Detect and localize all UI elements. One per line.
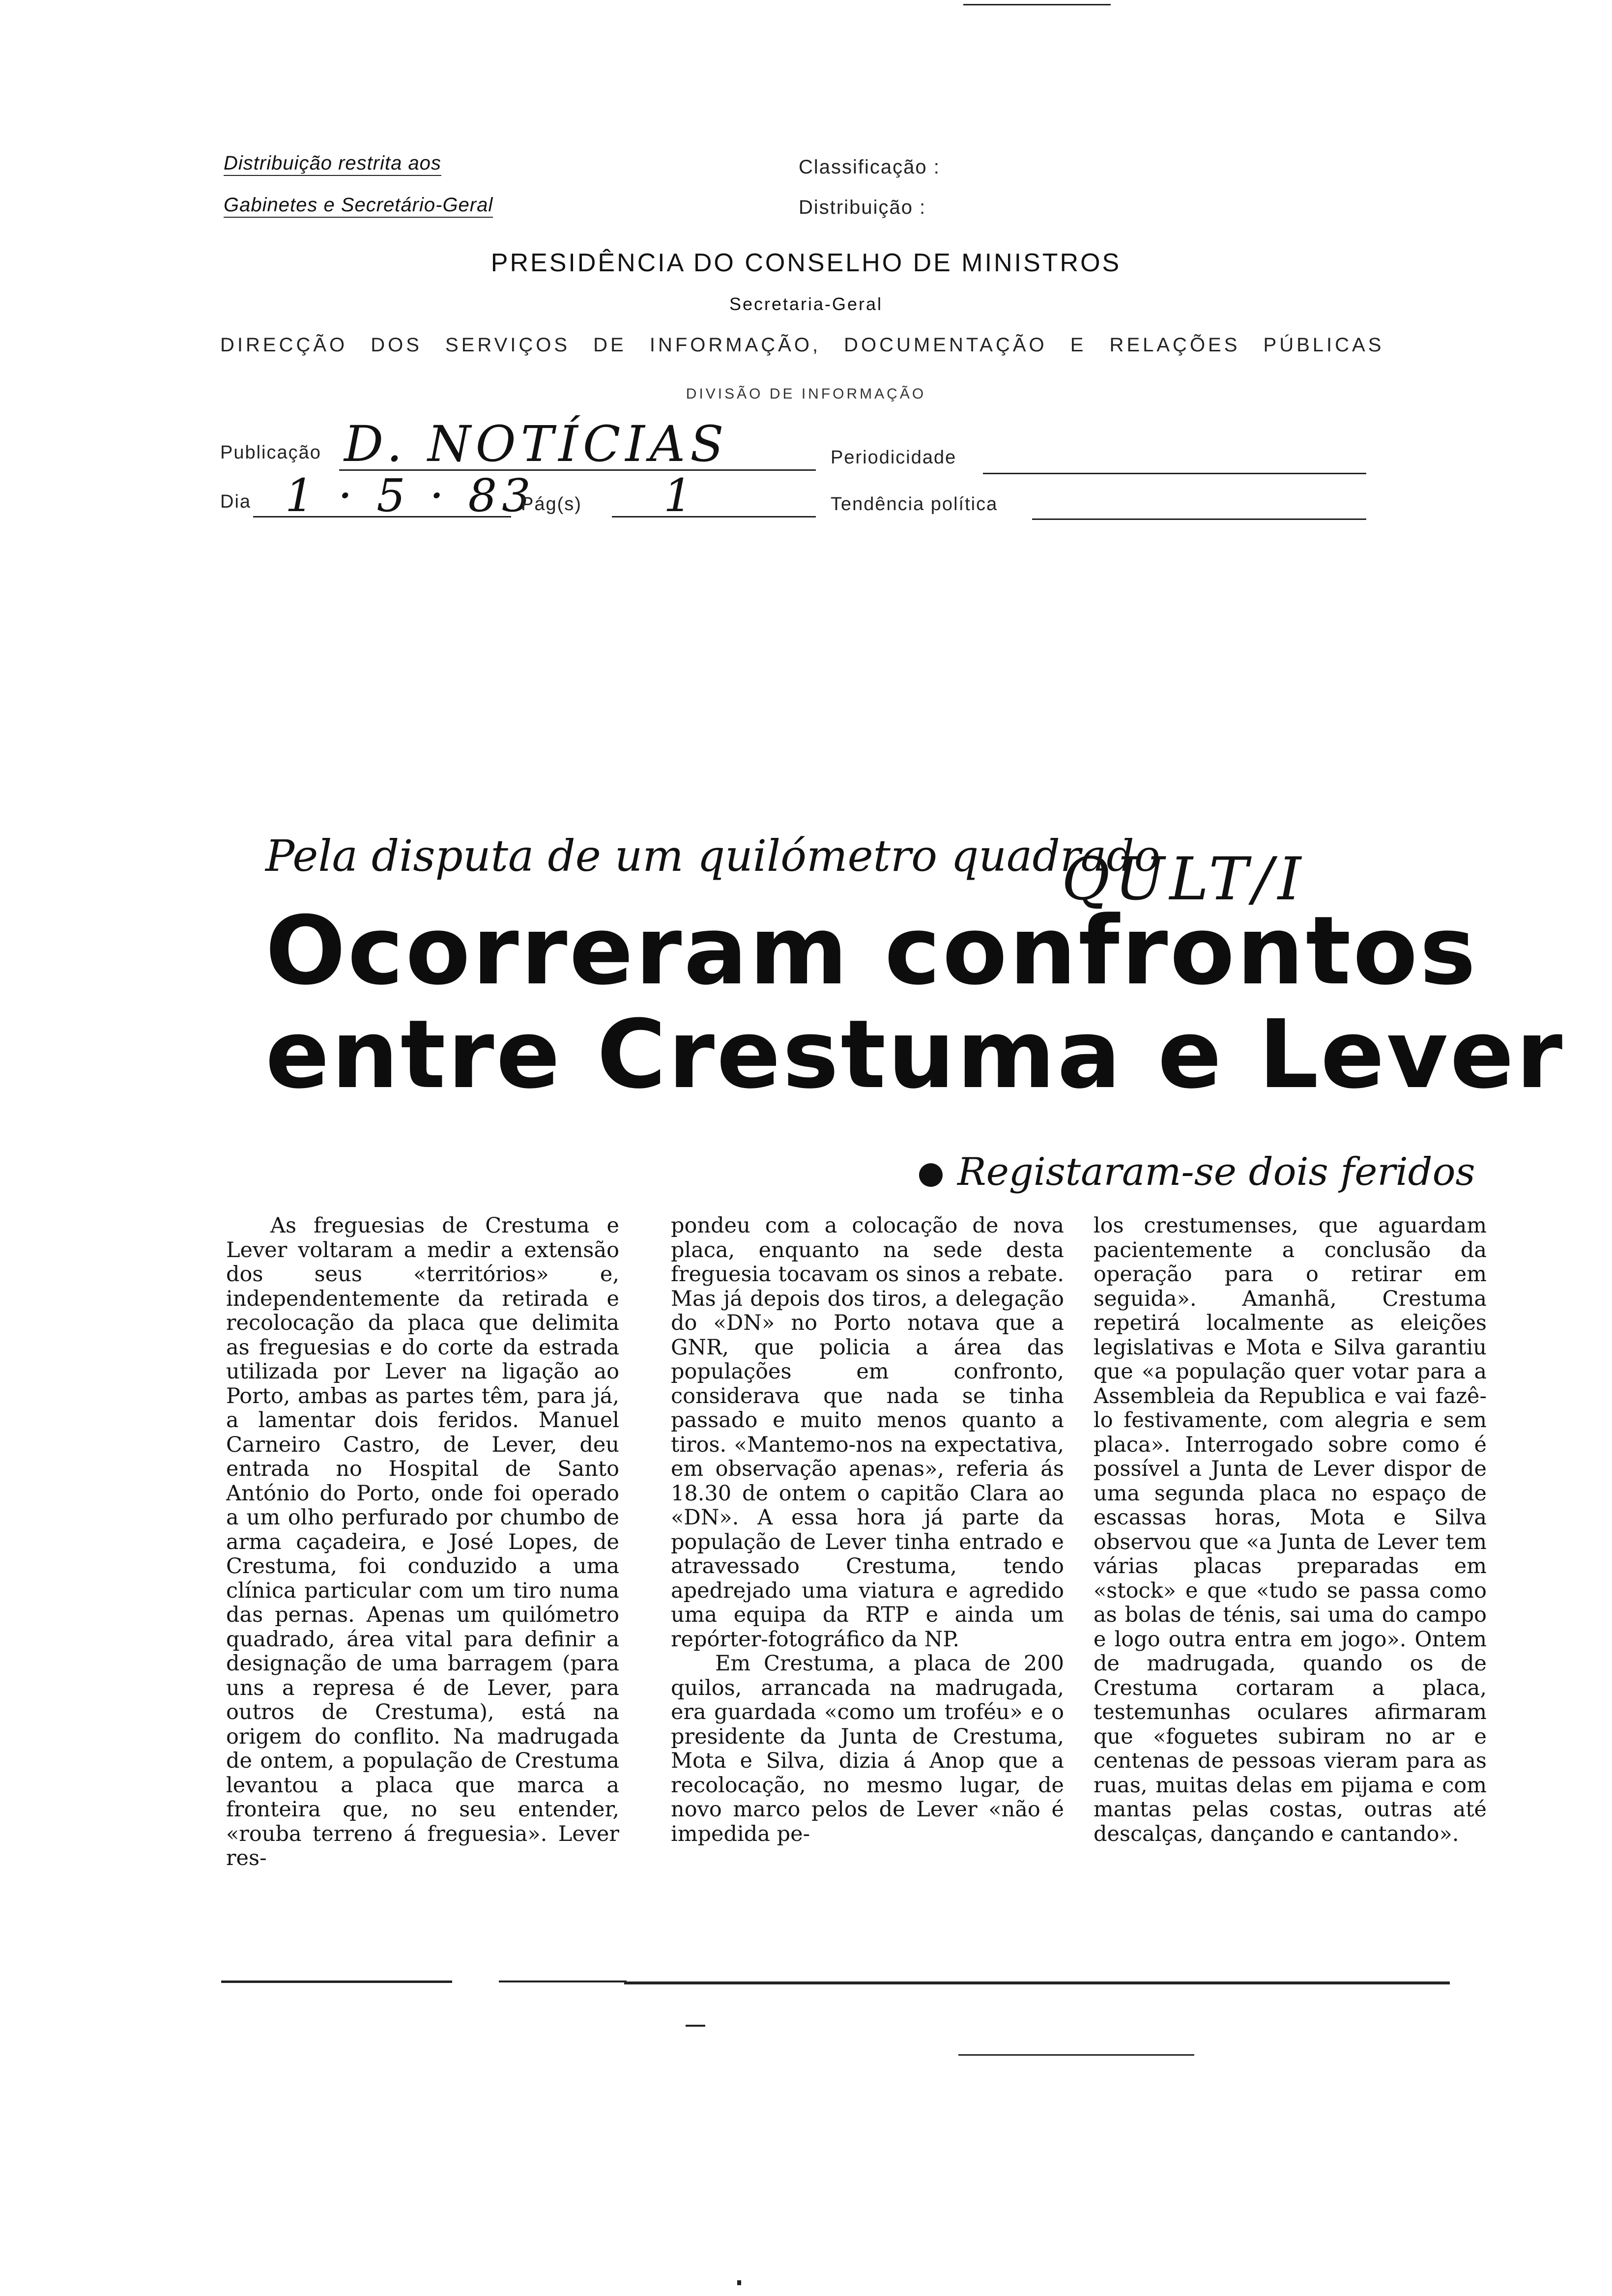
bottom-rule-3: [624, 1981, 1450, 1984]
classification-label: Classificação :: [799, 156, 940, 178]
restricted-distribution-line1: Distribuição restrita aos: [224, 152, 441, 174]
scan-speck-bottom: [737, 2280, 741, 2285]
article-column-3: [1094, 1214, 1487, 1971]
column-2-paragraph-1: pondeu com a colocação de nova placa, enquanto na sede desta freguesia tocavam os sinos a rebate. Mas já depois dos tiros, a delegação do «DN» no Porto notava que a GNR, que policia a área das populações em confronto, considerava que nada se tinha passado e muito menos quanto a tiros. «Mantemo-nos na expectativa, em observação apenas», referia ás 18.30 de ontem o capitão Clara ao «DN». A essa hora já parte da população de Lever tinha entrado e atravessado Crestuma, tendo apedrejado uma viatura e agredido uma equipa da RTP e ainda um repórter-fotográfico da NP.: [671, 1214, 1064, 1652]
scan-line-top: [963, 4, 1111, 5]
handwritten-annotation: QULT/I: [1062, 845, 1306, 914]
political-tendency-label: Tendência política: [831, 494, 998, 515]
publication-value: D. NOTÍCIAS: [344, 415, 729, 473]
periodicity-label: Periodicidade: [831, 447, 957, 468]
publication-label: Publicação: [220, 442, 321, 463]
pages-label: Pág(s): [521, 494, 582, 515]
article-kicker: Pela disputa de um quilómetro quadrado: [265, 831, 1160, 881]
column-1-text: As freguesias de Crestuma e Lever voltaram a medir a extensão dos seus «territórios» e, independentemente da retirada e recolocação da placa que delimita as freguesias e do corte da estrada utilizada por Lever na ligação ao Porto, ambas as partes têm, para já, a lamentar dois feridos. Manuel Carneiro Castro, de Lever, deu entrada no Hospital de Santo António do Porto, onde foi operado a um olho perfurado por chumbo de arma caçadeira, e José Lopes, de Crestuma, foi conduzido a uma clínica particular com um tiro numa das pernas. Apenas um quilómetro quadrado, área vital para definir a designação de uma barragem (para uns a represa é de Lever, para outros de Crestuma), está na origem do conflito. Na madrugada de ontem, a população de Crestuma levantou a placa que marca a fronteira que, no seu entender, «rouba terreno á freguesia». Lever res-: [226, 1214, 619, 1870]
headline-line-2: entre Crestuma e Lever: [265, 1000, 1565, 1110]
pages-underline: [612, 516, 816, 517]
bullet-icon: [919, 1163, 943, 1187]
restricted-distribution-line2: Gabinetes e Secretário-Geral: [224, 194, 493, 216]
periodicity-underline: [983, 473, 1366, 474]
division: DIVISÃO DE INFORMAÇÃO: [686, 386, 926, 402]
pages-value: 1: [663, 469, 697, 522]
column-3-text: los crestumenses, que aguardam pacientemente a conclusão da operação para o retirar em seguida». Amanhã, Crestuma repetirá localmente as eleições legislativas e Mota e Silva garantiu que «a população quer votar para a Assembleia da Republica e vai fazê-lo festivamente, com alegria e sem placa». Interrogado sobre como é possível a Junta de Lever dispor de uma segunda placa no espaço de escassas horas, Mota e Silva observou que «a Junta de Lever tem várias placas preparadas em «stock» e que «tudo se passa como as bolas de ténis, sai uma do campo e logo outra entra em jogo». Ontem de madrugada, quando os de Crestuma cortaram a placa, testemunhas oculares afirmaram que «foguetes subiram no ar e centenas de pessoas vieram para as ruas, muitas delas em pijama e com mantas pelas costas, outras até descalças, dançando e cantando».: [1094, 1214, 1487, 1846]
bottom-rule-2: [499, 1980, 627, 1982]
bottom-rule-4: [958, 2054, 1194, 2056]
article-headline: [265, 896, 1592, 1110]
headline-line-1: Ocorreram confrontos: [265, 896, 1478, 1006]
directorate: DIRECÇÃO DOS SERVIÇOS DE INFORMAÇÃO, DOCUMENTAÇÃO E RELAÇÕES PÚBLICAS: [220, 334, 1384, 356]
political-tendency-underline: [1032, 518, 1366, 520]
column-2-paragraph-2: Em Crestuma, a placa de 200 quilos, arrancada na madrugada, era guardada «como um troféu» e o presidente da Junta de Crestuma, Mota e Silva, dizia á Anop que a recolocação, no mesmo lugar, de novo marco pelos de Lever «não é impedida pe-: [671, 1651, 1064, 1846]
article-column-2: [671, 1214, 1064, 1971]
day-label: Dia: [220, 491, 252, 512]
day-underline: [253, 516, 511, 517]
org-title: PRESIDÊNCIA DO CONSELHO DE MINISTROS: [490, 249, 1122, 277]
article-subhead: Registaram-se dois feridos: [919, 1150, 1475, 1194]
day-value: 1 · 5 · 83: [285, 469, 536, 522]
bottom-rule-1: [221, 1980, 452, 1983]
secretariat: Secretaria-Geral: [729, 294, 883, 314]
distribution-label: Distribuição :: [799, 197, 926, 218]
article-column-1: [226, 1214, 619, 1971]
scan-speck: [686, 2025, 705, 2027]
